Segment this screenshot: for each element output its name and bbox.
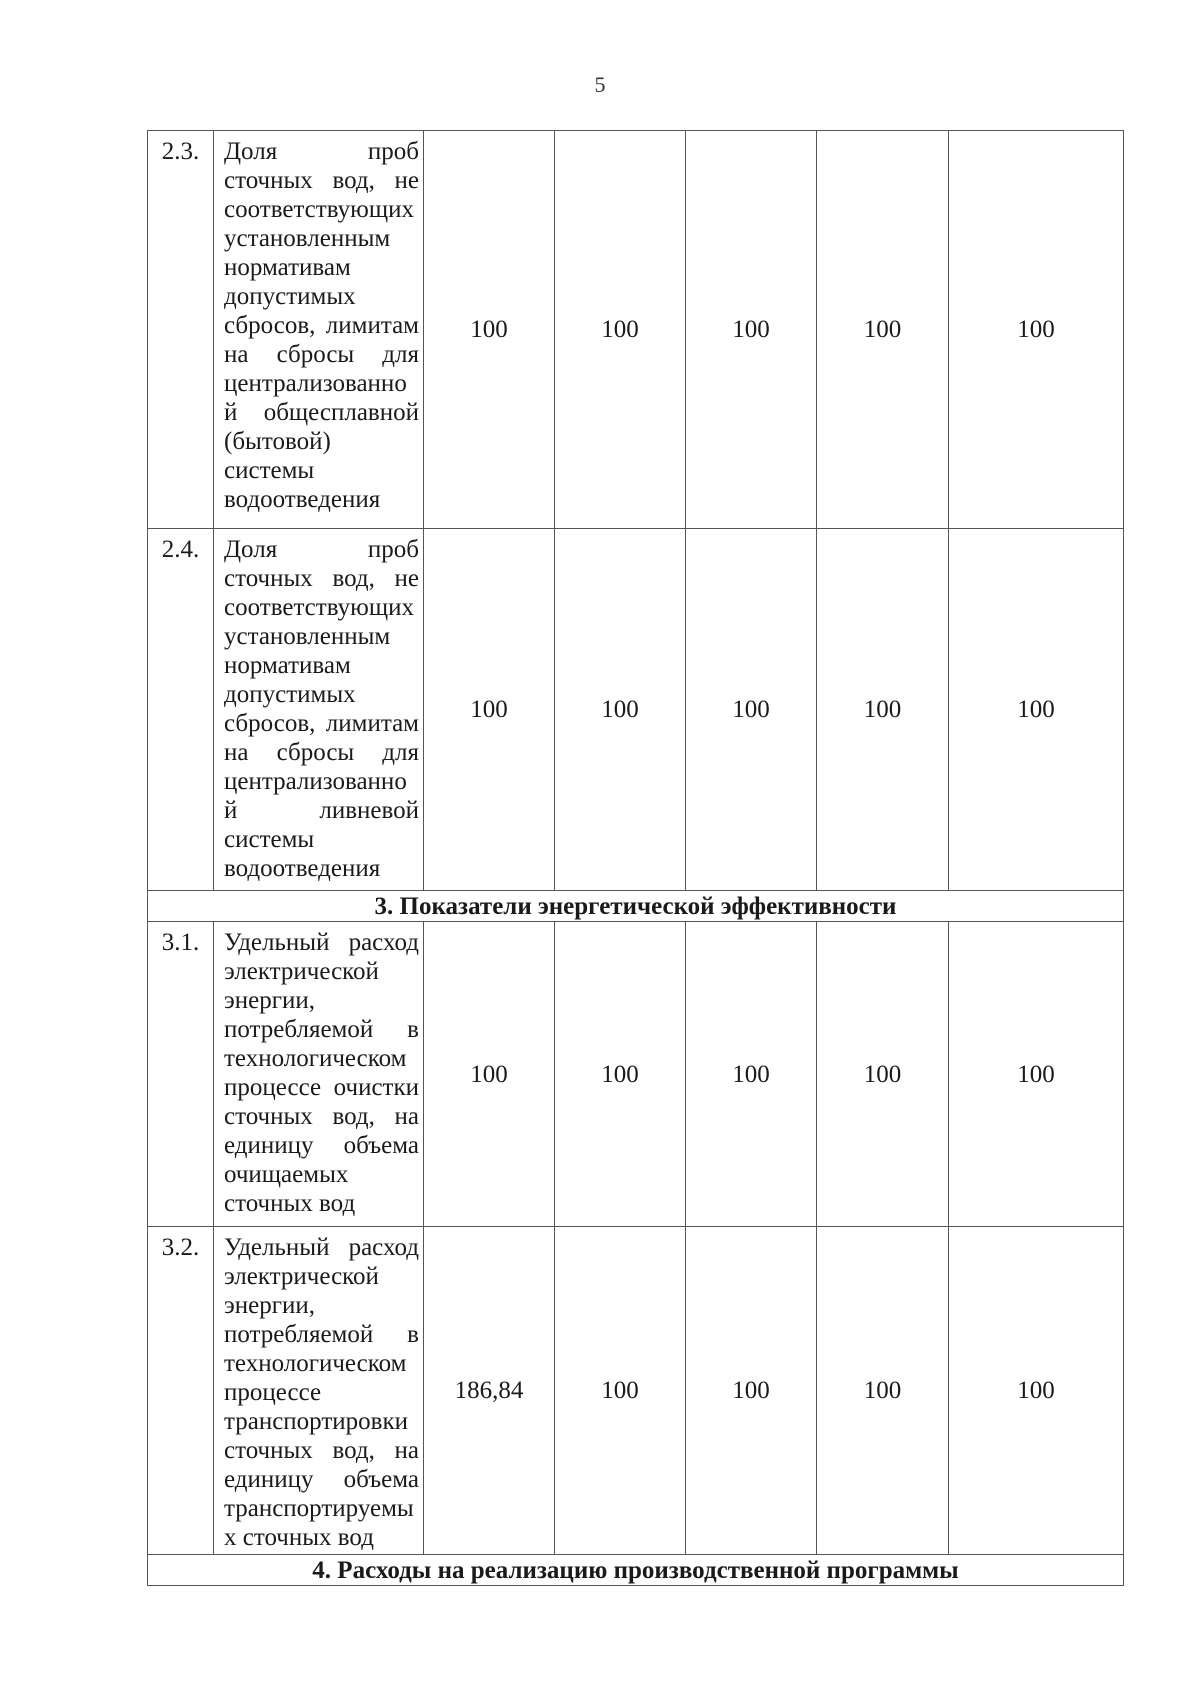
table-row (148, 529, 1124, 891)
value-cell: 100 (686, 529, 817, 891)
table-row (148, 131, 1124, 529)
value-cell: 100 (555, 1227, 686, 1555)
row-number: 2.3. (148, 131, 214, 529)
value-cell: 100 (949, 922, 1124, 1227)
indicator-name: Доля проб сточных вод, не соответствующих установленным нормативам допустимых сбросов, лимитам на сбросы для централизованной ливневой системы водоотведения (214, 529, 424, 891)
value-cell: 100 (949, 1227, 1124, 1555)
section-title: 4. Расходы на реализацию производственной программы (148, 1555, 1124, 1586)
indicators-table (147, 130, 1124, 1586)
value-cell: 100 (817, 1227, 949, 1555)
table-row (148, 1227, 1124, 1555)
row-number: 3.2. (148, 1227, 214, 1555)
value-cell: 100 (686, 131, 817, 529)
section-header-row (148, 891, 1124, 922)
table-row (148, 922, 1124, 1227)
indicator-name: Удельный расход электрической энергии, потребляемой в технологическом процессе очистки сточных вод, на единицу объема очищаемых сточных вод (214, 922, 424, 1227)
indicator-name: Удельный расход электрической энергии, потребляемой в технологическом процессе транспортировки сточных вод, на единицу объема транспортируемых сточных вод (214, 1227, 424, 1555)
value-cell: 100 (949, 529, 1124, 891)
value-cell: 100 (424, 922, 555, 1227)
value-cell: 186,84 (424, 1227, 555, 1555)
value-cell: 100 (424, 529, 555, 891)
value-cell: 100 (555, 529, 686, 891)
value-cell: 100 (817, 922, 949, 1227)
section-header-row (148, 1555, 1124, 1586)
value-cell: 100 (424, 131, 555, 529)
value-cell: 100 (817, 131, 949, 529)
value-cell: 100 (686, 1227, 817, 1555)
section-title: 3. Показатели энергетической эффективности (148, 891, 1124, 922)
value-cell: 100 (817, 529, 949, 891)
page-number: 5 (594, 72, 606, 97)
value-cell: 100 (686, 922, 817, 1227)
row-number: 2.4. (148, 529, 214, 891)
value-cell: 100 (949, 131, 1124, 529)
row-number: 3.1. (148, 922, 214, 1227)
indicator-name: Доля проб сточных вод, не соответствующих установленным нормативам допустимых сбросов, лимитам на сбросы для централизованной общесплавной (бытовой) системы водоотведения (214, 131, 424, 529)
value-cell: 100 (555, 922, 686, 1227)
value-cell: 100 (555, 131, 686, 529)
